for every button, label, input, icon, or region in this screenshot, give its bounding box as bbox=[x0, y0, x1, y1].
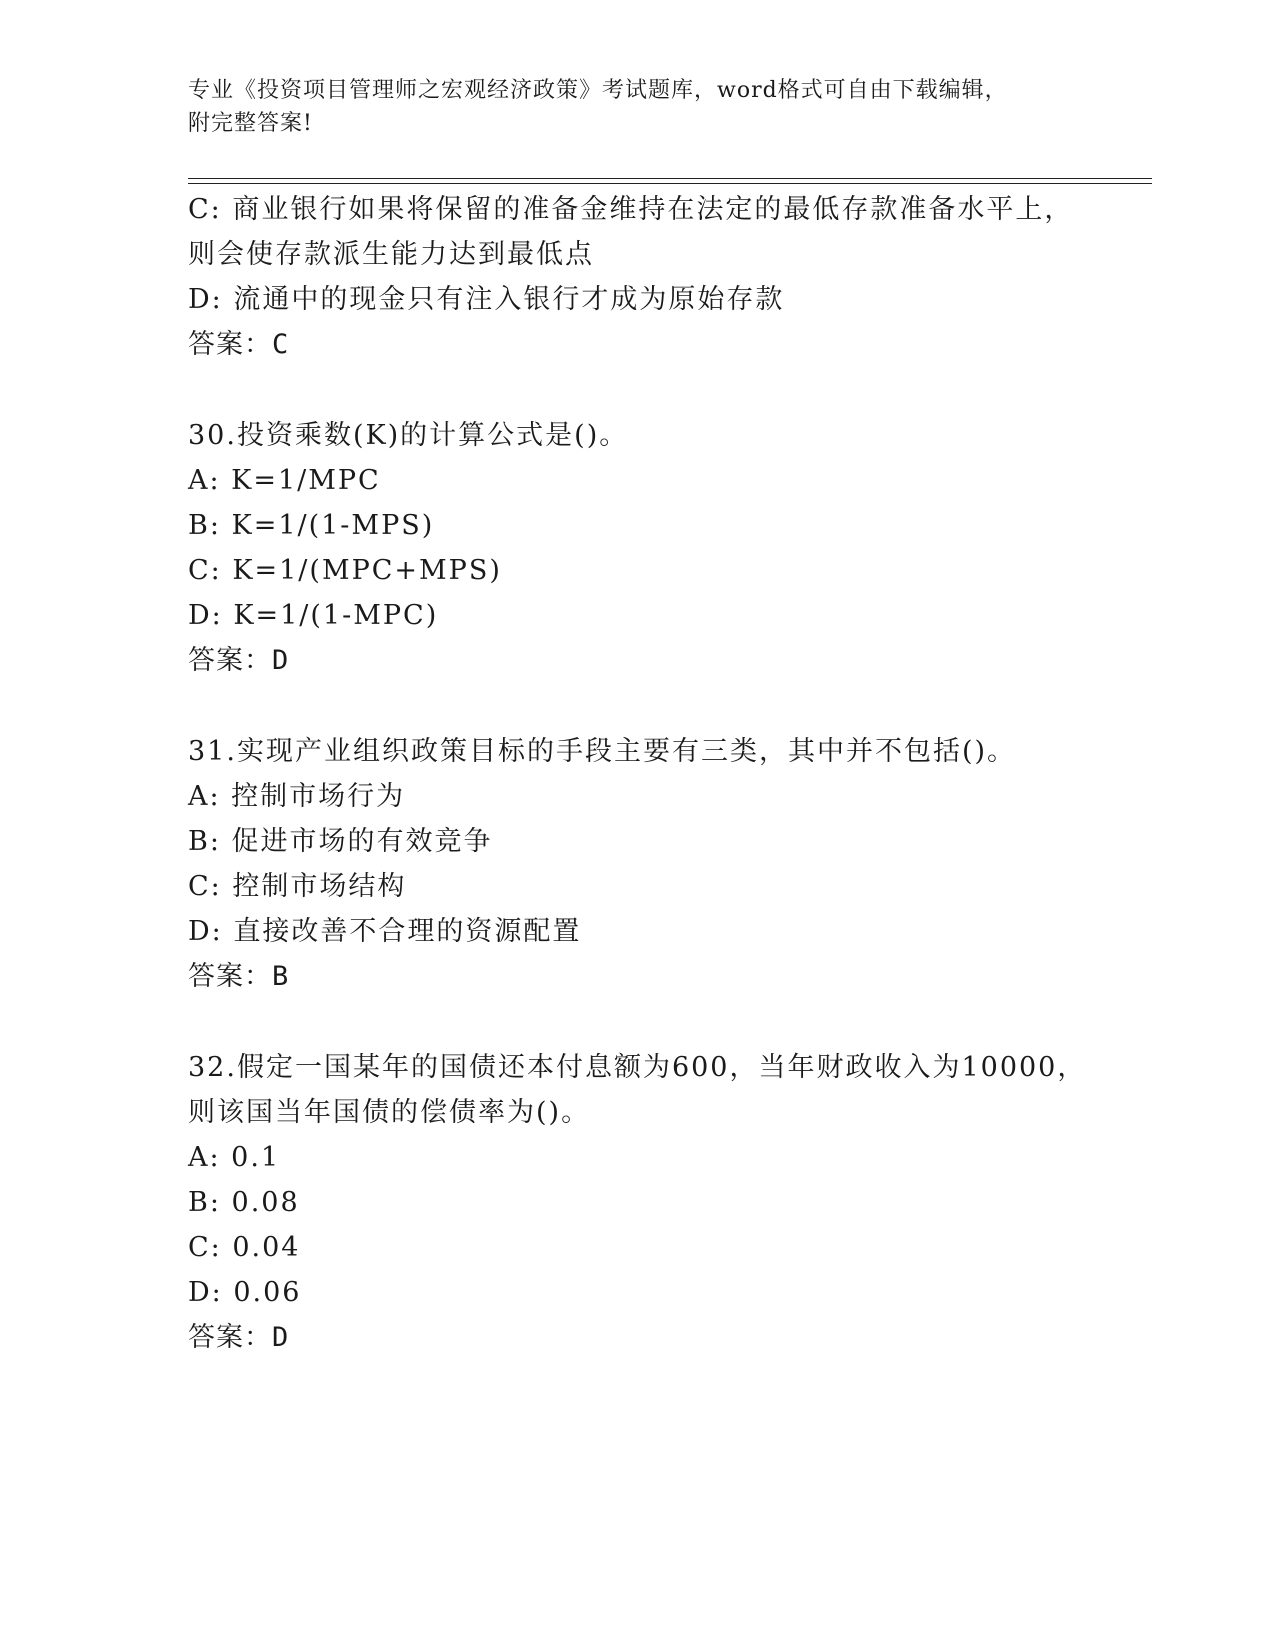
q32-stem-line-2: 则该国当年国债的偿债率为()。 bbox=[188, 1097, 591, 1128]
header-line-1: 专业《投资项目管理师之宏观经济政策》考试题库，word格式可自由下载编辑， bbox=[188, 78, 1008, 103]
q31-option-c: C: 控制市场结构 bbox=[188, 871, 407, 902]
q29-answer: 答案：C bbox=[188, 329, 290, 360]
q32-option-b: B: 0.08 bbox=[188, 1187, 300, 1218]
q30-stem: 30.投资乘数(K)的计算公式是()。 bbox=[188, 420, 629, 451]
q30-option-c: C: K=1/(MPC+MPS) bbox=[188, 555, 502, 586]
q29-option-c-line-2: 则会使存款派生能力达到最低点 bbox=[188, 239, 594, 270]
header-divider-bottom bbox=[188, 183, 1152, 184]
document-header bbox=[188, 74, 1088, 140]
q32-option-a: A: 0.1 bbox=[188, 1142, 281, 1173]
q31-option-a: A: 控制市场行为 bbox=[188, 781, 406, 812]
q29-option-d: D: 流通中的现金只有注入银行才成为原始存款 bbox=[188, 284, 785, 315]
q30-option-a: A: K=1/MPC bbox=[188, 465, 381, 496]
q30-option-b: B: K=1/(1-MPS) bbox=[188, 510, 435, 541]
q32-stem-line-1: 32.假定一国某年的国债还本付息额为600，当年财政收入为10000， bbox=[188, 1052, 1087, 1083]
q31-answer: 答案：B bbox=[188, 961, 290, 992]
q31-stem: 31.实现产业组织政策目标的手段主要有三类，其中并不包括()。 bbox=[188, 736, 1017, 767]
q31-option-b: B: 促进市场的有效竞争 bbox=[188, 826, 493, 857]
q32-option-c: C: 0.04 bbox=[188, 1232, 301, 1263]
q31-option-d: D: 直接改善不合理的资源配置 bbox=[188, 916, 582, 947]
header-line-2: 附完整答案! bbox=[188, 111, 313, 136]
q32-answer: 答案：D bbox=[188, 1322, 290, 1353]
q32-option-d: D: 0.06 bbox=[188, 1277, 302, 1308]
q30-answer: 答案：D bbox=[188, 645, 290, 676]
q29-option-c-line-1: C: 商业银行如果将保留的准备金维持在法定的最低存款准备水平上， bbox=[188, 194, 1074, 225]
header-divider-top bbox=[188, 178, 1152, 179]
q30-option-d: D: K=1/(1-MPC) bbox=[188, 600, 439, 631]
